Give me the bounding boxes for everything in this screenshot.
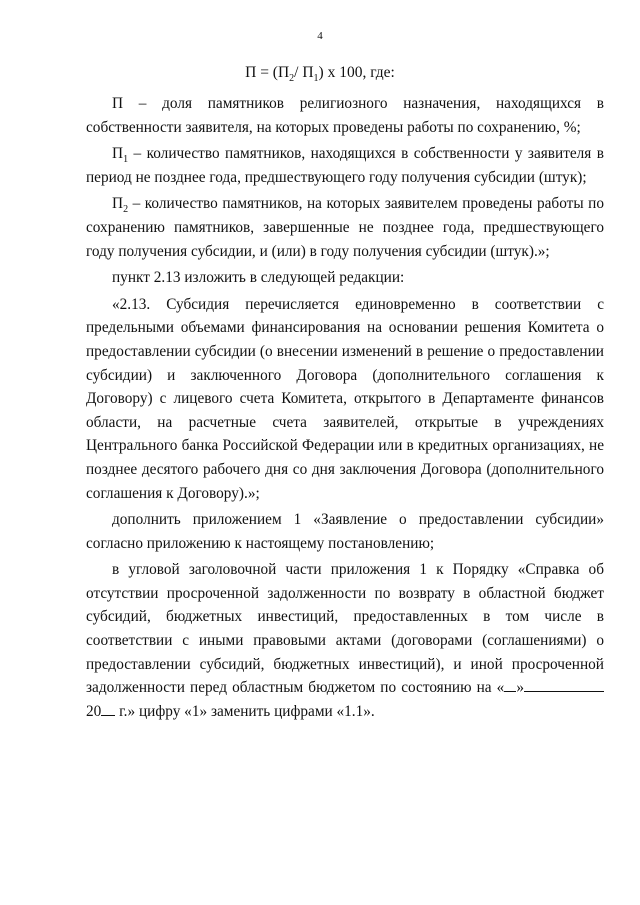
last-paragraph-part1: в угловой заголовочной части приложения 1 к Порядку «Справка об отсутствии просроченной задолженности по возврату в областной бюджет субсидий, бюджетных инвестиций, предоставленных в том числе в соответствии с иными правовыми актами (договорами (соглашениями) о предоставлении субсидий, бюджетных инвестиций), и иной просроченной задолженности перед областным бюджетом по состоянию на « xyxy=(86,561,604,697)
formula-mid: / П xyxy=(294,64,314,81)
formula-rhs: ) х 100, где: xyxy=(318,64,395,81)
month-blank-line xyxy=(524,679,604,692)
appendix-paragraph: дополнить приложением 1 «Заявление о предоставлении субсидии» согласно приложению к настоящему постановлению; xyxy=(86,511,604,552)
formula-lhs: П = (П xyxy=(245,64,290,81)
definition-p2-symbol: П xyxy=(112,195,124,213)
last-paragraph xyxy=(86,558,604,723)
last-paragraph-part4: г.» цифру «1» заменить цифрами «1.1». xyxy=(115,702,375,720)
definition-p1-text: – количество памятников, находящихся в собственности у заявителя в период не позднее года, предшествующего году получения субсидии (штук); xyxy=(86,145,604,186)
definition-p: П – доля памятников религиозного назначения, находящихся в собственности заявителя, на которых проведены работы по сохранению, %; xyxy=(86,95,604,136)
definition-p2-text: – количество памятников, на которых заявителем проведены работы по сохранению памятников, завершенные не позднее года, предшествующего году получения субсидии, и (или) в году получения субсидии (штук).»; xyxy=(86,195,604,260)
formula-sub-2: 2 xyxy=(289,73,295,85)
last-paragraph-part2: » xyxy=(516,679,524,697)
punkt-2-13-text: «2.13. Субсидия перечисляется единовременно в соответствии с предельными объемами финансирования на основании решения Комитета о предоставлении субсидии (о внесении изменений в решение о предоставлении субсидии) и заключенного Договора (дополнительного соглашения к Договору) с лицевого счета Комитета, открытого в Департаменте финансов области, на расчетные счета заявителей, открытые в учреждениях Центрального банка Российской Федерации или в кредитных организациях, не позднее десятого рабочего дня со дня заключения Договора (дополнительного соглашения к Договору).»; xyxy=(86,295,604,502)
day-blank-line xyxy=(504,679,516,692)
definition-p2-subscript: 2 xyxy=(123,204,129,216)
formula xyxy=(0,64,640,84)
definition-p1 xyxy=(86,142,604,189)
punkt-intro: пункт 2.13 изложить в следующей редакции: xyxy=(112,269,405,287)
formula-sub-1: 1 xyxy=(313,73,319,85)
body-text xyxy=(86,92,604,726)
last-paragraph-part3: 20 xyxy=(86,702,102,720)
definition-p2 xyxy=(86,192,604,263)
page-number: 4 xyxy=(317,30,323,42)
definition-p1-symbol: П xyxy=(112,145,124,163)
definition-p1-subscript: 1 xyxy=(123,154,129,166)
year-blank-line xyxy=(101,703,115,716)
